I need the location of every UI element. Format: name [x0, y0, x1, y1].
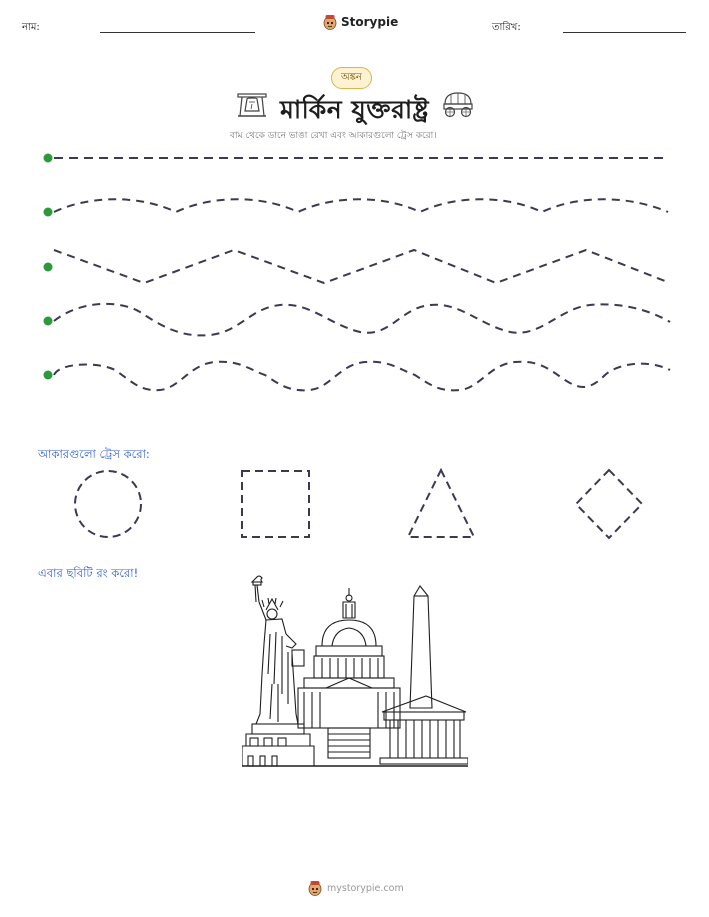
tracing-lines-area: [0, 140, 709, 400]
start-dot: [44, 371, 53, 380]
name-label: নাম:: [22, 22, 40, 33]
storypie-mascot-icon: [323, 14, 337, 30]
trace-circle[interactable]: [75, 471, 141, 537]
storypie-mascot-icon: [308, 880, 322, 896]
start-dot: [44, 317, 53, 326]
liberty-bell-icon: [236, 92, 268, 118]
start-dot: [44, 208, 53, 217]
footer: [308, 880, 404, 896]
shapes-heading: আকারগুলো ট্রেস করো:: [38, 447, 150, 461]
tracing-line-wave[interactable]: [44, 199, 669, 216]
trace-square[interactable]: [242, 471, 309, 537]
brand-logo: [323, 14, 398, 30]
covered-wagon-icon: [441, 90, 475, 118]
coloring-illustration[interactable]: [242, 574, 468, 770]
shapes-area: [0, 460, 709, 550]
tracing-line-wave[interactable]: [44, 362, 671, 391]
name-field-line[interactable]: [100, 32, 255, 33]
capitol-building: [298, 588, 400, 758]
date-label: তারিখ:: [492, 22, 521, 33]
statue-of-liberty: [242, 576, 314, 766]
tracing-line-zigzag[interactable]: [44, 250, 671, 283]
tracing-line-wave[interactable]: [44, 304, 671, 336]
trace-triangle[interactable]: [408, 470, 474, 537]
trace-diamond[interactable]: [576, 470, 642, 538]
category-badge: অঙ্কন: [331, 67, 372, 89]
page-title: মার্কিন যুক্তরাষ্ট্র: [280, 95, 430, 124]
tracing-line-straight[interactable]: [44, 154, 669, 163]
start-dot: [44, 263, 53, 272]
start-dot: [44, 154, 53, 163]
coloring-heading: এবার ছবিটি রং করো!: [38, 566, 139, 580]
date-field-line[interactable]: [563, 32, 686, 33]
instructions-text: বাম থেকে ডানে ভাঙা রেখা এবং আকারগুলো ট্রেস করো।: [230, 131, 437, 141]
footer-url[interactable]: mystorypie.com: [327, 882, 404, 894]
memorial-building: [380, 696, 468, 764]
washington-monument: [410, 586, 432, 708]
brand-name: Storypie: [341, 15, 399, 29]
